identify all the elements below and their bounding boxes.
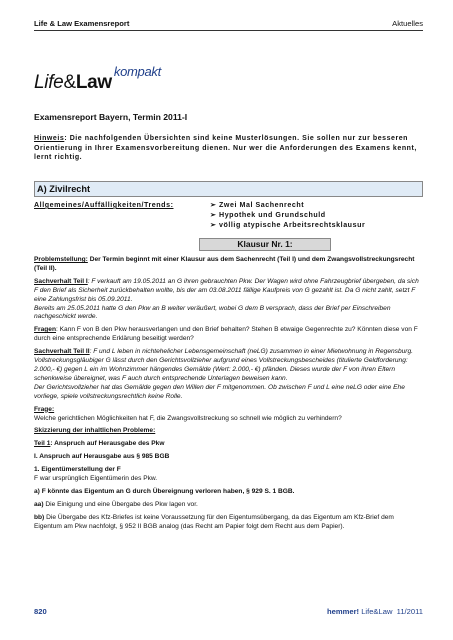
point-aa: aa) Die Einigung und eine Übergabe des Pkw lagen vor. — [34, 500, 198, 508]
point-bb: bb) Die Übergabe des Kfz-Briefes ist keine Voraussetzung für den Eigentumsübergang, da das Eigentum am Kfz-Brief dem Eigentum am Pkw nachfolgt, § 952 II BGB analog (das Recht am Papier folgt dem Recht aus dem Papier). — [34, 513, 394, 530]
hint-label: Hinweis — [34, 135, 65, 142]
trend-item: ➢ Hypothek und Grundschuld — [210, 210, 326, 219]
trend-item: ➢ völlig atypische Arbeitsrechtsklausur — [210, 220, 366, 229]
trends-list — [210, 201, 365, 230]
brand-logo — [34, 64, 161, 94]
page-footer — [34, 607, 423, 616]
trends-block — [34, 201, 366, 229]
section-heading: A) Zivilrecht — [34, 181, 423, 197]
problemstellung: Problemstellung: Der Termin beginnt mit einer Klausur aus dem Sachenrecht (Teil I) und dem Zwangsvollstreckungsrecht (Teil II). — [34, 256, 415, 272]
header-right: Aktuelles — [392, 19, 423, 28]
sachverhalt-teil-2: Sachverhalt Teil II: F und L leben in nichtehelicher Lebensgemeinschaft (neLG) zusammen in einer Mietwohnung in Regensburg. Vollstreckungsgläubiger G lässt durch den Gerichtsvollzieher aufgrund eines Vollstreckungsbescheides (titulierte Geldforderung: 2.000,- €) gegen L ein im Wohnzimmer hängendes Gemälde (Wert: 2.000,- €) pfänden. Dieses wurde der F von ihren Eltern schenkweise übereignet, was F auch durch entsprechende Unterlagen beweisen kann. Der Gerichtsvollzieher hat das Gemälde gegen den Willen der F mitgenommen. Ob zwischen F und L eine neLG oder eine Ehe vorliege, spiele vollstreckungsrechtlich keine Rolle. — [34, 348, 414, 400]
teil-1-heading: Teil 1: Anspruch auf Herausgabe des Pkw — [34, 440, 165, 448]
sachverhalt-teil-1: Sachverhalt Teil I: F verkauft am 19.05.2011 an G ihren gebrauchten Pkw. Der Wagen wird ohne Fahrzeugbrief übergeben, da sich F den Brief als Sicherheit zurückbehalten wollte, bis der am 03.08.2011 fällige Kaufpreis von G gezahlt ist. Da G nicht zahlt, setzt F eine Zahlungsfrist bis 05.09.2011. Bereits am 25.05.2011 hatte G den Pkw an B weiter veräußert, wobei G dem B versprach, dass der Brief per Einschreiben nachgeschickt werde. — [34, 277, 419, 321]
trend-item: ➢ Zwei Mal Sachenrecht — [210, 201, 305, 209]
klausur-heading: Klausur Nr. 1: — [199, 238, 331, 251]
hint-paragraph — [34, 134, 421, 163]
document-body — [34, 256, 423, 536]
frage-teil-2: Frage: Welche gerichtlichen Möglichkeiten hat F, die Zwangsvollstreckung so schnell wie möglich zu verhindern? — [34, 405, 342, 422]
brand-part2: Law — [75, 72, 112, 93]
page-number: 820 — [34, 607, 47, 616]
brand-part1: Life — [34, 72, 64, 93]
footer-brand: hemmer! Life&Law 11/2011 — [326, 607, 423, 616]
trends-label: Allgemeines/Auffälligkeiten/Trends: — [34, 201, 174, 209]
skizze-heading: Skizzierung der inhaltlichen Probleme: — [34, 427, 156, 435]
brand-sup: kompakt — [113, 64, 161, 79]
header-left: Life & Law Examensreport — [34, 19, 130, 28]
hint-text: : Die nachfolgenden Übersichten sind keine Musterlösungen. Sie sollen nur zur besseren Orientierung in Ihrer Examensvorbereitung dienen. Nur wer die Anforderungen des Examens kennt, lernt richtig. — [34, 135, 417, 161]
eigentum-block: 1. Eigentümerstellung der F F war ursprünglich Eigentümerin des Pkw. — [34, 466, 158, 483]
fragen-teil-1: Fragen: Kann F von B den Pkw herausverlangen und den Brief behalten? Stehen B etwaige Gegenrechte zu? Könnten diese von F durch eine entsprechende Erklärung beseitigt werden? — [34, 326, 418, 343]
point-a: a) F könnte das Eigentum an G durch Übereignung verloren haben, § 929 S. 1 BGB. — [34, 487, 295, 495]
anspruch-heading: I. Anspruch auf Herausgabe aus § 985 BGB — [34, 453, 170, 461]
brand-amp: & — [63, 72, 76, 93]
page-title: Examensreport Bayern, Termin 2011-I — [34, 112, 188, 122]
page-header — [34, 10, 423, 31]
